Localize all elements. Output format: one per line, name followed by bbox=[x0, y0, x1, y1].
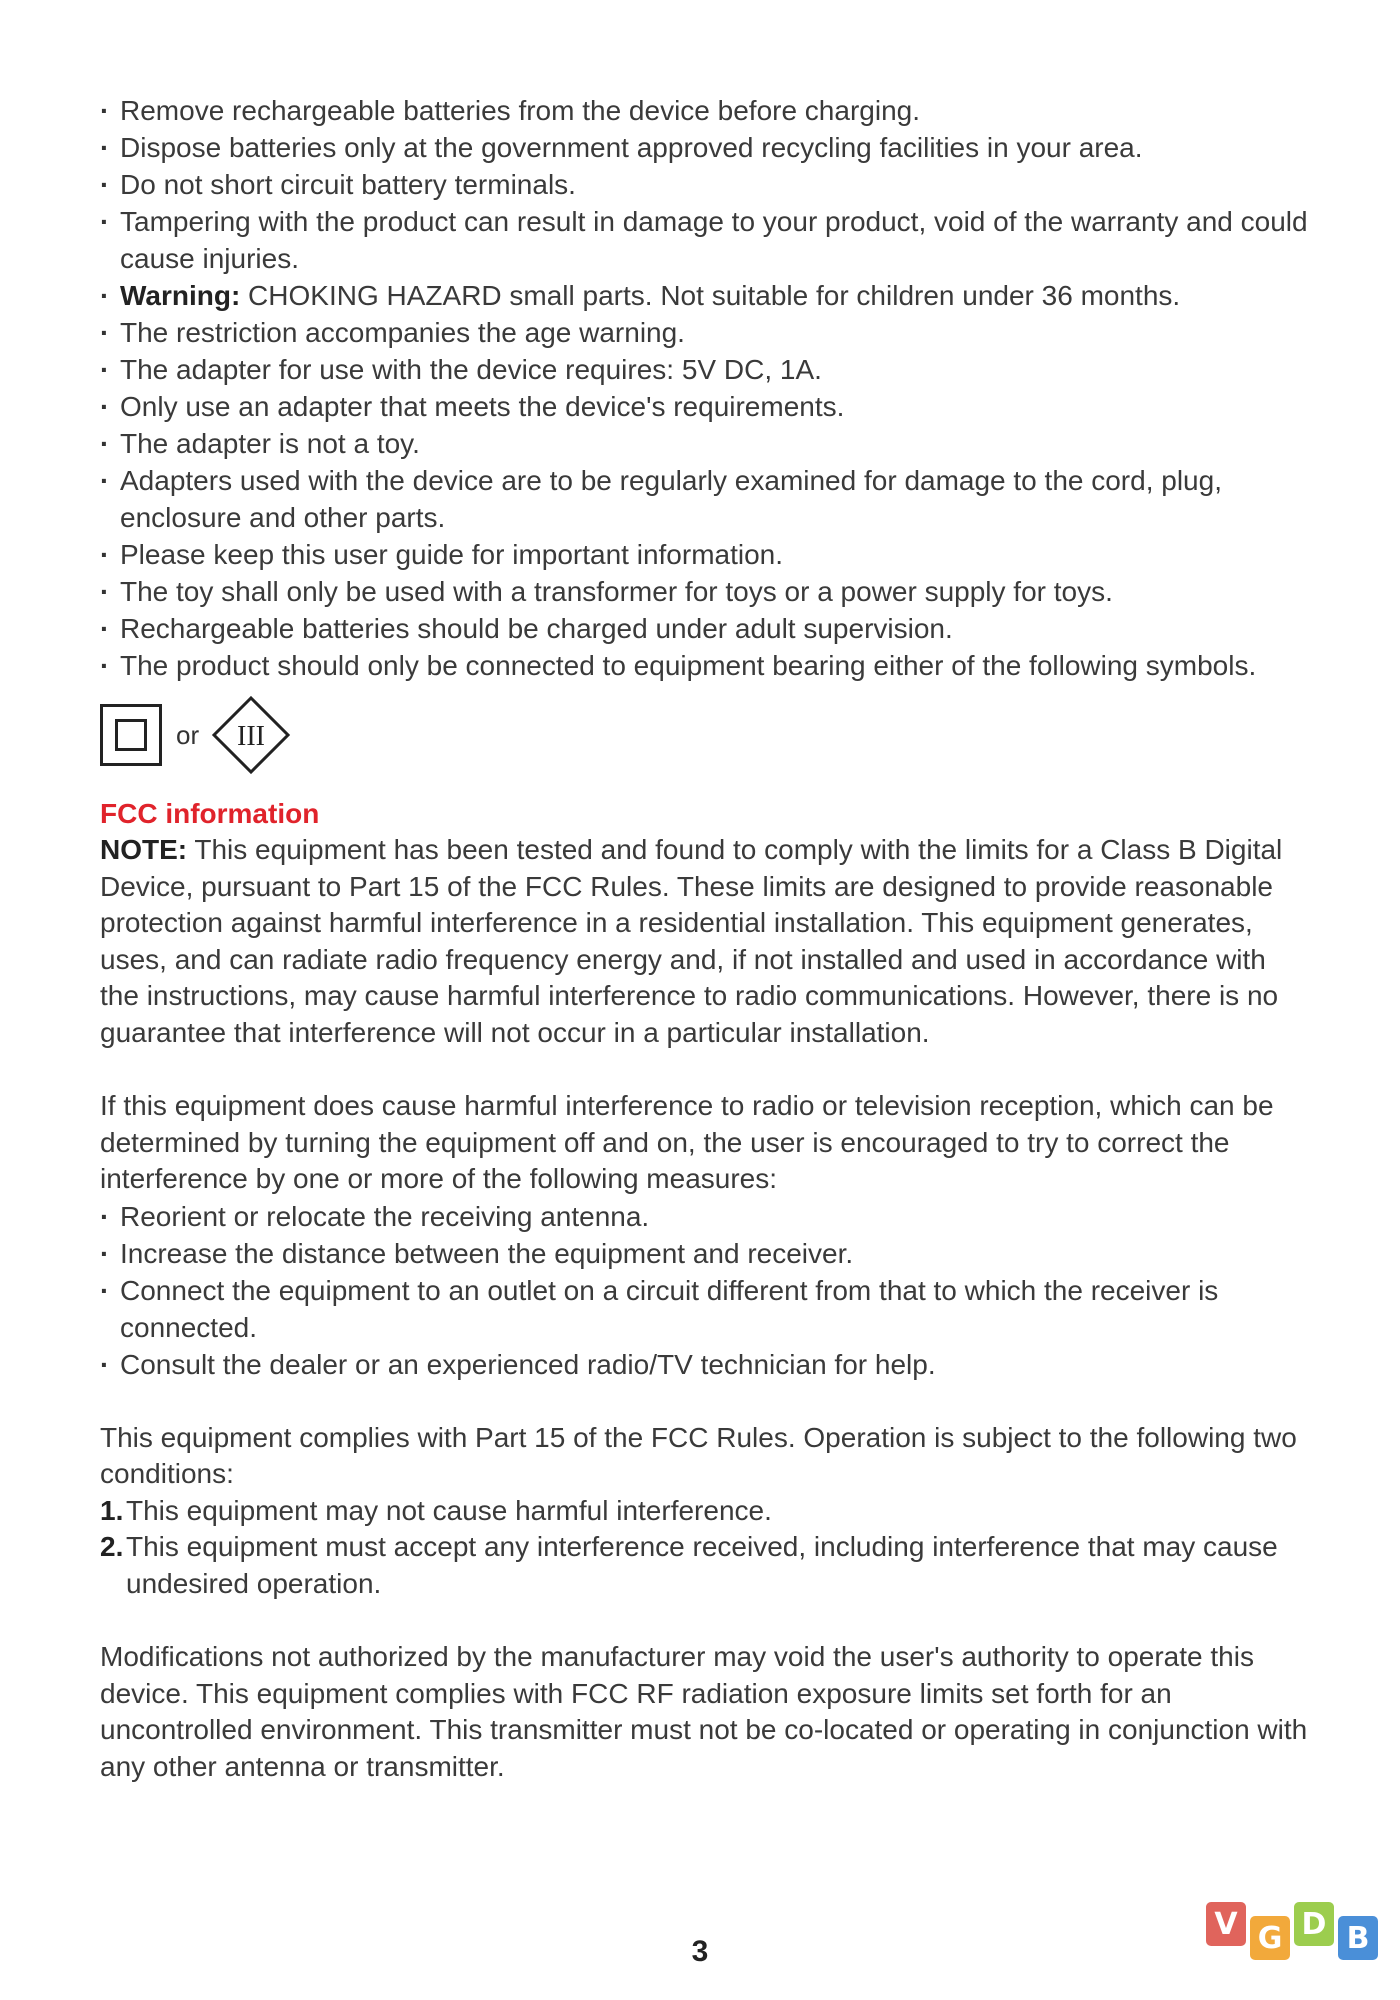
list-item: · The adapter is not a toy. bbox=[100, 425, 1310, 462]
choking-hazard-warning: · Warning: CHOKING HAZARD small parts. Not suitable for children under 36 months. bbox=[100, 277, 1310, 314]
list-item: · Consult the dealer or an experienced radio/TV technician for help. bbox=[100, 1346, 1310, 1383]
power-supply-symbols bbox=[100, 698, 1310, 772]
list-item: · The adapter for use with the device requires: 5V DC, 1A. bbox=[100, 351, 1310, 388]
list-item: · Reorient or relocate the receiving antenna. bbox=[100, 1198, 1310, 1235]
interference-intro-paragraph: If this equipment does cause harmful interference to radio or television reception, which can be determined by turning the equipment off and on, the user is encouraged to try to correct the interference by one or more of the following measures: bbox=[100, 1090, 1274, 1194]
conditions-list bbox=[100, 1493, 1310, 1603]
list-item: · Increase the distance between the equipment and receiver. bbox=[100, 1235, 1310, 1272]
interference-measures-list bbox=[100, 1198, 1310, 1383]
logo-letter-v: V bbox=[1206, 1902, 1246, 1946]
list-item: · The toy shall only be used with a transformer for toys or a power supply for toys. bbox=[100, 573, 1310, 610]
page-number: 3 bbox=[691, 1935, 709, 1968]
list-item: · Please keep this user guide for important information. bbox=[100, 536, 1310, 573]
logo-letter-b: B bbox=[1338, 1916, 1378, 1960]
list-item: · Remove rechargeable batteries from the device before charging. bbox=[100, 92, 1310, 129]
fcc-note-paragraph bbox=[100, 832, 1310, 1051]
list-item: 2. This equipment must accept any interference received, including interference that may cause undesired operation. bbox=[100, 1531, 1278, 1599]
list-item: · Do not short circuit battery terminals. bbox=[100, 166, 1310, 203]
safety-bullet-list bbox=[100, 92, 1310, 684]
class-iii-diamond-icon bbox=[211, 695, 291, 775]
manual-page bbox=[100, 92, 1310, 1785]
vgdb-watermark-logo bbox=[1206, 1902, 1378, 1960]
list-item: 1. This equipment may not cause harmful interference. bbox=[100, 1494, 772, 1526]
compliance-intro-paragraph: This equipment complies with Part 15 of the FCC Rules. Operation is subject to the following two conditions: bbox=[100, 1421, 1297, 1489]
list-item: · The product should only be connected to equipment bearing either of the following symbols. bbox=[100, 647, 1310, 684]
logo-letter-g: G bbox=[1250, 1916, 1290, 1960]
list-item: · Only use an adapter that meets the device's requirements. bbox=[100, 388, 1310, 425]
list-item: · The restriction accompanies the age warning. bbox=[100, 314, 1310, 351]
list-item: · Dispose batteries only at the government approved recycling facilities in your area. bbox=[100, 129, 1310, 166]
note-text: This equipment has been tested and found to comply with the limits for a Class B Digital Device, pursuant to Part 15 of the FCC Rules. These limits are designed to provide reasonable protection against harmful interference in a residential installation. This equipment generates, uses, and can radiate radio frequency energy and, if not installed and used in accordance with the instructions, may cause harmful interference to radio communications. However, there is no guarantee that interference will not occur in a particular installation. bbox=[100, 834, 1283, 1048]
list-item: · Connect the equipment to an outlet on a circuit different from that to which the receiver is connected. bbox=[100, 1272, 1310, 1346]
logo-letter-d: D bbox=[1294, 1902, 1334, 1946]
modifications-paragraph: Modifications not authorized by the manufacturer may void the user's authority to operate this device. This equipment complies with FCC RF radiation exposure limits set forth for an uncontrolled environment. This transmitter must not be co-located or operating in conjunction with any other antenna or transmitter. bbox=[100, 1641, 1308, 1782]
class-iii-label: III bbox=[237, 721, 266, 752]
double-square-icon bbox=[100, 704, 162, 766]
list-item: · Adapters used with the device are to be regularly examined for damage to the cord, plug, enclosure and other parts. bbox=[100, 462, 1310, 536]
note-label: NOTE: bbox=[100, 834, 188, 865]
list-item: · Rechargeable batteries should be charged under adult supervision. bbox=[100, 610, 1310, 647]
inner-square bbox=[115, 719, 147, 751]
or-label: or bbox=[176, 719, 200, 750]
fcc-section-title: FCC information bbox=[100, 798, 320, 829]
list-item: · Tampering with the product can result in damage to your product, void of the warranty and could cause injuries. bbox=[100, 203, 1310, 277]
